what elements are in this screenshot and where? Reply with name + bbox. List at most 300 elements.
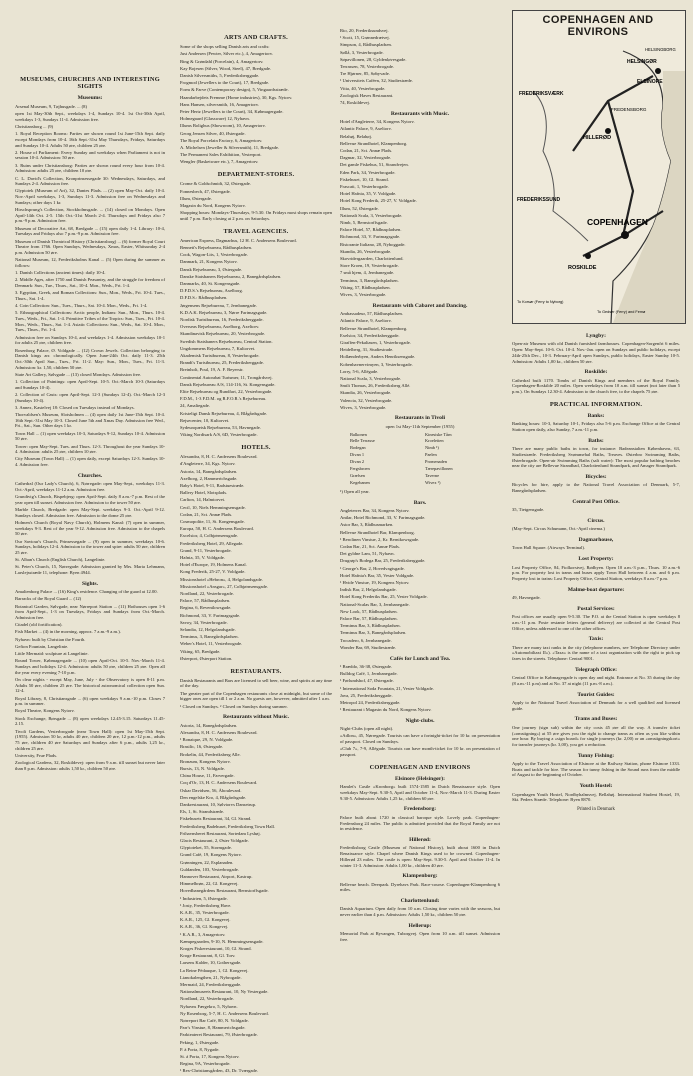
list-item: Ambassadeur, 57, Rådhuspladsen. bbox=[340, 311, 403, 317]
list-item: Terminus, 3, Banegårdspladsen. bbox=[340, 277, 399, 283]
subhead-hillerod: Hillerød: bbox=[409, 836, 431, 843]
list-item: Nordland, 22, Vesterbrogade. bbox=[180, 996, 234, 1002]
list-item: Illums Bolighus (Showroom), 10, Amagertorv. bbox=[180, 123, 266, 129]
list-item: Grand, 9-11, Vesterbrogade. bbox=[180, 547, 232, 553]
list-item: D.F.D.S.'s Rejsebureau, Axelborg. bbox=[180, 288, 243, 294]
map-elsinore-dot bbox=[655, 68, 661, 74]
list-item: Kroges Fiskerestaurant, 10, Gl. Strand. bbox=[180, 945, 252, 951]
list-item: State Art Gallery, Sølvgade ... (13) closed Mondays. Admission free. bbox=[15, 371, 142, 377]
practical-item-text: Copenhagen Youth Hostel, Nordbyhalmsvej, Bellahøj. International Student Hostel, 19, Skt. Peders Stræde. Telephone: Byen 8870. bbox=[512, 791, 680, 803]
list-item: Bellevue Strandhotel, Klampenborg. bbox=[340, 140, 408, 146]
practical-item-text: There are many public baths in town, for instance: Badeanstalten Københavns, 63, Studiestræde. Frederiksberg Svømmehal Baths, Treaves. Østerbro Swimming Baths, Østerbrogade. Open-air Swimming Baths (salt water): The most popular bathing beaches near the city are Bellevue Strandbad, Charlottenlund Strandpark, and Amager Strandpark. bbox=[512, 446, 680, 469]
map-title: COPENHAGEN AND ENVIRONS bbox=[542, 14, 654, 38]
list-item: Skandinavisk Rejsebureau, 20, Vesterbrogade. bbox=[180, 331, 266, 337]
list-item: Belle Terrasse bbox=[350, 438, 375, 444]
hotels-list bbox=[180, 454, 332, 661]
list-item: Cathedral (Our Lady's Church), 6, Nørregade: open May-Sept., weekdays 11-3. Oct.-April, weekdays 11-12 a.m. Admission free. bbox=[15, 481, 165, 492]
list-item: National Museum, 12, Frederiksholms Kanal ... (5) Open during the summer as follows: bbox=[15, 257, 165, 268]
practical-item-head: Lost Property: bbox=[578, 556, 614, 563]
list-item: open 1st May-30th Sept., weekdays 1-4, Sundays 10-4. 1st Oct-30th April, weekdays 1-3, Sundays 11-4. Admission free. bbox=[15, 111, 165, 122]
practical-item-head: Baths: bbox=[588, 437, 604, 444]
list-item: Some of the shops selling Danish arts and crafts: bbox=[180, 44, 270, 50]
list-item: ¹ Industrien, 5, Østergade. bbox=[180, 895, 228, 901]
section-title-museums: MUSEUMS, CHURCHES AND INTERESTING SIGHTS bbox=[20, 76, 160, 91]
list-item: Round Tower, Købmagergade ... (10) open April-Oct. 10-5. Nov.-March 11-4. Sundays and holidays 12-4. Admission: adults 50 øre, children 25 øre. Open all the year every evening 7-10 p.m. bbox=[15, 658, 165, 675]
tivoli-right bbox=[425, 432, 490, 487]
list-item: Gefion Fountain, Langelinie. bbox=[15, 643, 69, 649]
list-item: Lianokalengthen, 21, Nybrogade. bbox=[180, 974, 242, 980]
list-item: City Museum (Town Hall) ... (1) open daily, except Saturdays 12-3. Sundays 10-4. Admission free. bbox=[15, 456, 165, 468]
list-item: La Reine Pédauque, 1, Gl. Kongevej. bbox=[180, 967, 249, 973]
list-item: National Scala, 3, Vesterbrogade. bbox=[340, 375, 402, 381]
list-item: Fiskehusets Restaurant, 34, Gl. Strand. bbox=[180, 816, 252, 822]
list-item: Richmond, 33, V. Farimagsgade. bbox=[340, 234, 401, 240]
subhead-klampenborg: Klampenborg: bbox=[402, 873, 438, 880]
list-item: Guldanden, 103, Vesterbrogade. bbox=[180, 866, 239, 872]
list-item: American Express, Dagmarhus, 12 H. C. Andersens Boulevard. bbox=[180, 237, 297, 243]
list-item: Smilt Thomas, 26, Frederiksberg Allé. bbox=[340, 383, 411, 389]
list-item: The Permanent Sales Exhibition, Vesterport. bbox=[180, 152, 262, 158]
list-item: Barracks of the Royal Guard ... (12) bbox=[15, 596, 82, 602]
subhead-nightclubs: Night-clubs. bbox=[405, 717, 435, 724]
list-item: Kegebanen bbox=[350, 479, 370, 485]
list-item: Tower: open May-Sept. Tues. and Thurs. 12-3. Throughout the year Sundays 10-4. Admission: adults 25 øre, children 10 øre. bbox=[15, 443, 165, 455]
practical-item-text: Banking hours: 10-3, Saturday 10-1, Fridays also 5-6 p.m. Exchange Office at the Central Station open daily, also Sunday, 7 a.m.-11 p.m. bbox=[512, 421, 680, 433]
list-item: New Look, 57, Rådhuspladsen. bbox=[340, 608, 398, 614]
list-item: ¹ George's Bar, 2, Hovedvagtsgade. bbox=[340, 565, 405, 571]
cafes-list bbox=[340, 664, 500, 713]
map-label-frederikssund: FREDERIKSSUND bbox=[517, 197, 561, 203]
list-item: Bennett's Rejsebureau, Rådhuspladsen. bbox=[180, 244, 253, 250]
list-item: Danish Restaurants and Bars are licensed to sell beer, wine, and spirits at any time of the day. bbox=[180, 677, 332, 689]
subhead-bars: Bars. bbox=[413, 499, 427, 506]
list-item: 7 små hjem, 4, Jernbanegade. bbox=[340, 270, 395, 276]
map-label-helsingor: HELSINGØR bbox=[627, 59, 657, 65]
list-item: Citadel (old fortification). bbox=[15, 622, 63, 628]
list-item: ¹ Closed on Sundays. ² Closed on Sundays during summer. bbox=[180, 703, 288, 709]
list-item: Metropol 24, Frederiksberggade. bbox=[340, 699, 401, 705]
printed-note: Printed in Denmark bbox=[577, 806, 615, 812]
list-item: Atlantic Palace, 9, Axeltorv. bbox=[340, 126, 392, 132]
list-item: Elite Rejsebureau og Rundfart, 22, Vesterbrogade. bbox=[180, 389, 273, 395]
list-item: Tivoli Gardens, Vesterbrogade (near Town Hall): open 1st May-15th Sept. (1955). Admission 50 kr, adults 40 øre, children 20 øre, 12 p.m.-12 p.m., adults 75 øre, children 40 øre Saturdays and Sundays after 6 p.m., adults 1,25 kr., children 25 øre. bbox=[15, 728, 165, 751]
list-item: Swedish Statsbaners Rejsebureau, Central Station. bbox=[180, 338, 273, 344]
list-item: University, Frue Plads. bbox=[15, 752, 58, 758]
list-item: «Club 7», 7-9, Allégade. Tourists can have month-ticket for 10 kr. on presentation of passport. bbox=[340, 746, 500, 758]
list-item: Hirschsprung's Collection, Stockholmsgade. ... (14) closed on Mondays. Open April-14th Oct. 2-5. 15th Oct.-31st March 2-4. Thursdays and Fridays also 7 p.m.-9 p.m. Admission free. bbox=[15, 207, 165, 224]
list-item: Regina, 6, Reventlowsgade. bbox=[180, 605, 232, 611]
section-title-environs: COPENHAGEN AND ENVIRONS bbox=[369, 763, 471, 771]
list-item: Botanical Garden, Sølvgade, near Nørreport Station ... (11) Hothouses open 1-6 from April-Sept., 1-3 on Tuesdays, Fridays and Sundays from Oct.-March. Admission free. bbox=[15, 603, 165, 621]
map-roskilde-dot bbox=[585, 253, 591, 259]
list-item: Grand Café, 19, Kongens Nytorv. bbox=[180, 852, 242, 858]
list-item: Skandia, 26, Vesterbrogade. bbox=[340, 248, 392, 254]
list-item: Holmegaard (Glassware) 12, Nyhavn. bbox=[180, 116, 250, 122]
list-item: Selandia, 12, Helgolandsgade. bbox=[180, 627, 236, 633]
list-item: Bellevue Strandhotel, Klampenborg. bbox=[340, 325, 408, 331]
list-item: Den engelske Kro, 4, Blågårdsgade. bbox=[180, 794, 247, 800]
practical-item-text: Town Hall Square. (Airways Terminal). bbox=[512, 545, 586, 551]
list-item: Thorvaldsen's Museum, Slotsholmen ... (4) open daily 1st June-15th Sept. 10-4. 16th Sept.-31st May 10-3. Closed June 5th and Xmas Day. Admission free Wed., Fri., Sat., Sun. Other days 1 kr. bbox=[15, 412, 165, 429]
subhead-museums: Museums: bbox=[77, 95, 103, 102]
list-item: Terminus Bar, 3, Rådhuspladsen. bbox=[340, 623, 401, 629]
list-item: Alexandra, 8, H. C. Andersens Boulevard. bbox=[180, 729, 258, 735]
list-item: K.A.R., 36, Gl. Kongevej. bbox=[180, 924, 229, 930]
list-item: 24, Amaliegade. bbox=[180, 403, 210, 409]
list-item: Belahøj, Belahøj. bbox=[340, 133, 373, 139]
list-item: Rosenborg Palace, Ø. Voldgade ... (12) Crown Jewels. Collection belonging to Danish kings arr. chronologically. Open June-24th Oct. daily 11-3. 25th Oct.-30th April Sun., Tues., Fri. 11-2. May: Sun., Mon., Tues., Fri. 11-3. Admission: kr. 1,50, children 50 øre. bbox=[15, 347, 165, 370]
list-item: Els, 1, St. Strandstræde. bbox=[180, 809, 225, 815]
list-item: Valencia, 32, Vesterbrogade. bbox=[340, 397, 393, 403]
list-item: Sydeuropæisk Rejsebureau, 53, Havnegade. bbox=[180, 425, 261, 431]
list-item: Viking Nordisark A/S, 6D, Vesterbrogade. bbox=[180, 432, 258, 438]
subhead-tivoli: Restaurants in Tivoli bbox=[394, 415, 446, 422]
list-item: «Adlon», 45, Nørregade. Tourists can have a fortnight-ticket for 10 kr. on presentation of passport. Closed on Sundays. bbox=[340, 733, 500, 745]
list-item: Codan, 21, Sct. Annæ Plads. bbox=[340, 147, 393, 153]
list-item: 3. Ruins under Christiansborg: Parties are shown round every hour from 10-4. Admission: adults 25 øre, children 10 øre. bbox=[15, 162, 165, 174]
list-item: Marble Church, Bredgade: open May-Sept. weekdays 9-3. Oct.-April 9-12. Sundays closed. Admission free. Admission to the dome 25 øre. bbox=[15, 507, 165, 518]
list-item: Hans Hansen, silversmith, 16, Amagertorv. bbox=[180, 101, 260, 107]
map-label-helsingborg: HELSINGBORG bbox=[645, 47, 676, 52]
tivoli-left bbox=[350, 432, 415, 487]
practical-item-head: Tourist Guides: bbox=[577, 691, 615, 698]
map-label-fredensborg: FREDENSBORG bbox=[611, 107, 647, 112]
list-item: Nyhavns Færgekro, 5, Nyhavn. bbox=[180, 1003, 238, 1009]
map-label-copenhagen: COPENHAGEN bbox=[587, 217, 648, 227]
list-item: Baby's Hotel, 9-11, Badstuestræde. bbox=[180, 482, 245, 488]
rest-cont-list bbox=[340, 28, 500, 106]
hillerod-text: Frederiksborg Castle (Museum of National History), built about 1600 in Dutch Renaissance style. Chapel where Danish Kings used to be crowned. Copenhagen-Hillerød 23 miles. The castle is open: May-Sept. 9.30-5. April and October 11-4. In winter 11-3. Admission: Adults 1,00 kr., children 40 øre. bbox=[340, 845, 500, 868]
list-item: Astoria, 14, Banegårdspladsen. bbox=[180, 468, 238, 474]
column-museums bbox=[15, 70, 165, 773]
list-item: 2. Middle Ages, after 1750 and Danish Peasantry, and the struggle for freedom of Denmark: Sun., Tue., Thurs., Sat., 10-4. Mon., Weds., Fri. 1-4. bbox=[15, 277, 165, 288]
list-item: A. Michelsen (Jeweller & Silversmith), 11, Bredgade. bbox=[180, 145, 280, 151]
subhead-rest-without-music: Restaurants without Music. bbox=[222, 714, 290, 721]
practical-item-text: Bicycles for hire, apply to the National Travel Association of Denmark, 5-7, Banegårdspladsen. bbox=[512, 482, 680, 494]
list-item: Fiskehuset, 10, Gl. Strand. bbox=[340, 176, 389, 182]
list-item: Kay Bojesen (Silver, Wood, Steel), 47, Bredgade. bbox=[180, 65, 272, 71]
list-item: K.A.R., 35, Vesterbrogade. bbox=[180, 909, 230, 915]
list-item: Store Kroen, 19, Vesterbrogade. bbox=[340, 263, 399, 269]
subhead-cafes: Cafés for Lunch and Tea. bbox=[389, 655, 451, 662]
list-item: ¹ Scott, 15, Grønnedrætvej. bbox=[340, 35, 390, 41]
list-item: The greater part of the Copenhagen restaurants close at midnight, but some of the bigger ones are open till 1 or 2 a.m. No guests are, however, admitted after 1 a.m. bbox=[180, 690, 332, 702]
list-item: Amalienborg Palace ... (16) King's residence. Changing of the guard at 12.00. bbox=[15, 589, 158, 595]
list-item: Cook, Wagon-Lits, 1, Vesterbrogade. bbox=[180, 252, 248, 258]
list-item: Palace Hotel, 57, Rådhuspladsen. bbox=[340, 227, 402, 233]
restaurants-intro bbox=[180, 678, 332, 710]
list-item: Royal Theatre, Kongens Nytorv. bbox=[15, 708, 75, 714]
list-item: Weber's Hotel, 11, Vesterbrogade. bbox=[180, 641, 243, 647]
list-item: 1. Royal Reception Rooms: Parties are shown round 1st June-15th Sept. daily except Mondays from 10-4. 16th Sept.-31st May Thursdays, Fridays, Saturdays and Sundays 10-4. Adults 50 øre, children 25 øre. bbox=[15, 131, 165, 148]
list-item: Terminus, 3, Banegårdspladsen. bbox=[180, 634, 239, 640]
list-item: Det gamle Fiskehus, 51, Strandvejen. bbox=[340, 162, 409, 168]
map-illustration bbox=[513, 11, 685, 323]
map-label-roskilde: ROSKILDE bbox=[568, 265, 597, 271]
bars-list bbox=[340, 508, 500, 651]
list-item: Atlantic Palace, 9, Axeltorv. bbox=[340, 318, 392, 324]
section-title-hotels: HOTELS. bbox=[241, 443, 271, 451]
list-item: Form & Farve (Contemporary design), 5, Vingaardsstræde. bbox=[180, 87, 289, 93]
list-item: Hotel Kong Frederik, 25-27, V. Voldgade. bbox=[340, 198, 417, 204]
list-item: The Royal Porcelain Factory, 6, Amagertorv. bbox=[180, 137, 263, 143]
list-item: Night-Clubs (open all night). bbox=[340, 726, 394, 732]
list-item: D.F.D.S.: Rådhuspladsen. bbox=[180, 295, 228, 301]
list-item: Christiansborg ... (9) bbox=[15, 123, 54, 129]
list-item: Zoologisk Haves Restaurant. bbox=[340, 92, 394, 98]
environs-map bbox=[512, 10, 686, 324]
list-item: Hannover Restaurant, Airport, Kastrup. bbox=[180, 873, 253, 879]
list-item: Fish Market ... (4) in the morning, approx. 7 a.m.-9 a.m.). bbox=[15, 629, 121, 635]
list-item: Admission free on Sundays 10-4, and weekdays 1-4. Admission weekdays 10-1 for adults 25 øre, children free. bbox=[15, 334, 165, 346]
list-item: Peter Hertz (Jewellers to the Court), 34, Købmagergade. bbox=[180, 109, 284, 115]
list-item: C. L. David's Collection, Kronprinsessegade 30: Wednesdays, Saturdays, and Sundays 2-4. Admission free. bbox=[15, 175, 165, 187]
list-item: Europa, 50, H. C. Andersens Boulevard. bbox=[180, 526, 254, 532]
list-item: Bellevue Strandhotel Bar, Klampenborg. bbox=[340, 529, 415, 535]
list-item: Akademisk Turistbureau, 8, Vesterbrogade. bbox=[180, 353, 260, 359]
list-item: Savoy, 34, Vesterbrogade. bbox=[180, 619, 228, 625]
list-item: Fonnesbech, 47, Østergade. bbox=[180, 188, 231, 194]
list-item: Nyhavn: built by Christian the Fourth. bbox=[15, 636, 86, 642]
list-item: China House, 11, Farvergade. bbox=[180, 773, 235, 779]
list-item: Grundtvig's Church, Bispebjerg: open April-Sept. daily 8 a.m.-7 p.m. Rest of the year open till sunset. Admission free. Admission to the tower 50 øre. bbox=[15, 494, 165, 505]
map-label-hillerod: HILLERØD bbox=[583, 135, 612, 141]
list-item: Skandia, 26, Vesterbrogade. bbox=[340, 390, 392, 396]
practical-item-text: Central Office in Købmagergade is open day and night. Entrance at No. 35 during the day (8 a.m.-11 p.m) and at No. 37 at night (11 p.m.-8 a.m.). bbox=[512, 675, 680, 686]
list-item: Zoological Gardens, 32, Roskildevej: open from 9 a.m. till sunset but never later than 8 p.m. Admission: adults 1,50 kr., children 50 øre. bbox=[15, 760, 165, 771]
klampenborg-text: Bellevue beach. Deerpark. Dyrehavs Park. Race-course. Copenhagen-Klampenborg 6 miles. bbox=[340, 881, 500, 893]
hellerup-text: Memorial Park at Ryvangen, Tuborgvej. Open from 10 a.m. till sunset. Admission free. bbox=[340, 931, 500, 942]
practical-item-text: Apply to the Travel Association of Elsinore at the Railway Station, phone Elsinore 1333. Boats and tackle for hire. The season for tunny fishing in the Sound runs from the middle of August to the beginning of October. bbox=[512, 761, 680, 778]
list-item: Java, 25, Frederiksberggade. bbox=[340, 692, 393, 698]
list-item: Drugrøp's Bodega Bar, 25, Frederiksberggade. bbox=[340, 558, 426, 564]
list-item: Axelborg, 2, Hammerichsgade. bbox=[180, 475, 238, 481]
tivoli-note: ¹) Open all year. bbox=[340, 488, 370, 494]
map-label-gedser: To Gedser (Ferry) and Femø bbox=[597, 310, 646, 314]
list-item: Taverne bbox=[425, 473, 440, 479]
list-item: P. à Porta, 8, Nygade. bbox=[180, 1046, 220, 1052]
map-label-korsor: To Korsør (Ferry to Nyborg) bbox=[517, 300, 564, 304]
list-item: Bing & Grøndahl (Porcelain), 4, Amagertorv. bbox=[180, 58, 264, 64]
list-item: Danish Silversmiths, 5, Frederiksberggade. bbox=[180, 73, 260, 79]
list-item: Terminus Bar, 3, Banegårdspladsen. bbox=[340, 630, 407, 636]
elsinore-text: Hamlet's Castle «Kronborg» built 1574-1585 in Dutch Renaissance style. Open weekdays May-Sept. 9.30-5, April and October 11-4, Nov.-March 11-3. During Easter 9.30-5. Admission: Adults 1,25 kr., children 60 øre. bbox=[340, 784, 500, 801]
list-item: Codan Bar, 21, Sct. Annæ Plads. bbox=[340, 543, 400, 549]
map-label-frederiksvaerk: FREDERIKSVÆRK bbox=[519, 91, 564, 97]
list-item: Kobenhavnervimyen, 3, Vesterbrogade. bbox=[340, 361, 413, 367]
list-item: Østerport, Østerport Station. bbox=[180, 655, 233, 661]
list-item: Terrassen, 78, Vesterbrogade. bbox=[340, 64, 395, 70]
practical-item-text: Apply to the National Travel Association of Denmark for a well qualified and licensed guide. bbox=[512, 699, 680, 711]
list-item: Trocadero, 6, Jernbanegade. bbox=[340, 637, 392, 643]
list-item: Ristorante Italiano, 28, Nyboggade. bbox=[340, 241, 406, 247]
list-item: Breinholt, Poul, 19, A. F. Beyerstr. bbox=[180, 367, 244, 373]
list-item: Illum, 52, Østergade. bbox=[340, 205, 379, 211]
list-item: Brandt's Turistbureau, 25, Frederiksberggade. bbox=[180, 360, 264, 366]
list-item: 4. Coin Collection: Sun., Tues., Thurs., Sat. 10-4. Mon., Weds., Fri. 1-4. bbox=[15, 303, 148, 309]
list-item: Coq d'Or, 13, H. C. Andersens Boulevard. bbox=[180, 780, 258, 786]
practical-item-text: Post offices are usually open 9-5.30. The P.O. at the Central Station is open weekdays 8 a.m.-11 p.m. Poste restante letters (general delivery) are collected at the Central Post Office, unless addressed to one of the other offices. bbox=[512, 614, 680, 631]
section-title-travel: TRAVEL AGENCIES. bbox=[223, 227, 289, 235]
list-item: Tærepavillonen bbox=[425, 466, 453, 472]
list-item: Søllå, 3, Vesterbrogade. bbox=[340, 49, 384, 55]
list-item: d'Angleterre, 34, Kgs. Nytorv. bbox=[180, 461, 236, 467]
list-item: Carlton, 14, Halmtorvet. bbox=[180, 497, 226, 503]
practical-item-text: Lost Property Office, 84, Fiolkorstvej, Rødbyen. Open 10 a.m.-3 p.m., Thurs. 10 a.m.-6 p.m. For property lost in trams and buses apply Town Hall between 4 a.m. and 6 p.m. Property lost in trains: Lost Property Office, Central Station, weekdays 8 a.m.-7 p.m. bbox=[512, 564, 680, 581]
list-item: Divan 2 bbox=[350, 459, 365, 465]
list-item: Nimb, 5, Bernstorffsgade. bbox=[340, 219, 388, 225]
list-item: Excelsior, 4, Colbjørnsensgade. bbox=[180, 533, 239, 539]
list-item: Missionshotel «Hebron», 4, Helgolandsgade. bbox=[180, 576, 263, 582]
list-item: Wivex, 3, Vesterbrogade. bbox=[340, 404, 387, 410]
list-item: ¹ K.A.R., 3, Amagertorv. bbox=[180, 931, 226, 937]
section-title-arts: ARTS AND CRAFTS. bbox=[224, 34, 288, 41]
tivoli-subtitle: open 1st May-11th September (1955) bbox=[385, 423, 455, 429]
list-item: ¹ Rex-Christiansgården, 43, Dr. Tværgade. bbox=[180, 1068, 259, 1074]
column-practical bbox=[512, 328, 680, 814]
list-item: Cosmopolite, 11, St. Kongensgade. bbox=[180, 519, 245, 524]
list-item: Astor Bar, 3, Rådhusmarken. bbox=[340, 522, 394, 528]
list-item: Haandarbejdets Fremme (Home industries), 30, Kgs. Nytorv. bbox=[180, 94, 293, 100]
list-item: Angleterres Bar, 34, Kongens Nytorv. bbox=[340, 507, 410, 513]
list-item: Ny Rosenborg, 5-7, H. C. Andersens Boulevard. bbox=[180, 1010, 269, 1016]
list-item: Kong Frederik, 25-27, V. Voldgade. bbox=[180, 569, 246, 575]
list-item: Overseas Rejsebureau, Axelborg, Axeltorv. bbox=[180, 324, 260, 330]
practical-item-text: 49, Havnegade. bbox=[512, 595, 541, 601]
map-road-1 bbox=[608, 101, 633, 236]
practical-item-text: One journey (sign sub) within the city costs 45 øre all the way. A transfer ticket («omstigning») at 55 øre gives you the right to change trams as often as you like within one hour. By buying a «sign board» for single journeys (kr. 2,00) or an «omstigningskort» for transfer journeys (kr. 3,00), you get a reduction. bbox=[512, 724, 680, 747]
list-item: Cecil, 10, Niels Hemmingsensgade. bbox=[180, 504, 246, 510]
list-item: Promenaden bbox=[425, 459, 447, 465]
map-copenhagen-dot bbox=[621, 231, 629, 239]
list-item: Hovedbanegårdens Restaurant, Bernstorffsgade. bbox=[180, 888, 269, 894]
list-item: Brokelin, 44, Frederiksberg Alle. bbox=[180, 751, 241, 757]
list-item: K.D.A.K. Rejsebureau, 3, Nørre Farimagsgade. bbox=[180, 309, 268, 315]
subhead-charlottenlund: Charlottenlund: bbox=[400, 898, 440, 905]
list-item: 74, Roskildevej. bbox=[340, 100, 370, 106]
list-item: F.D.M., 1-3 F.D.M. og R.F.O.R.'s Rejsebureau. bbox=[180, 396, 267, 402]
list-item: Regina, 9A, Vesterbrogade. bbox=[180, 1061, 231, 1067]
list-item: Heidelberg, 31, Studiestrade. bbox=[340, 347, 394, 353]
list-item: Simpson, 4, Rådhuspladsen. bbox=[340, 42, 392, 48]
list-item: ¹ Josty, Frederiksberg Have. bbox=[180, 902, 232, 908]
list-item: Just Andersen (Pewter, Silver etc.), 4, Amagertorv. bbox=[180, 51, 274, 57]
list-item: Frederiksberg Badehuset, Frederiksberg Town Hall. bbox=[180, 823, 276, 829]
list-item: Astoria, 14, Banegårdspladsen. bbox=[180, 722, 238, 728]
list-item: Illum, Østergade. bbox=[180, 195, 212, 201]
list-item: Alexandra, 8, H. C. Andersens Boulevard. bbox=[180, 454, 258, 460]
list-item: Hollænderbyen, Anders Henriksensgade. bbox=[340, 354, 416, 360]
list-item: Frederiksberg Hotel, 29, Allegade. bbox=[180, 540, 244, 546]
practical-item-head: Postal Services: bbox=[577, 605, 615, 612]
list-item: Parkteateret Restaurant, 79, Østerbrogade. bbox=[180, 1032, 258, 1038]
list-item: Dansk Rejsebureau A/S, 114-116, St. Kongensgade. bbox=[180, 381, 276, 387]
list-item: ¹ Bræddo, 36-38, Østergade. bbox=[340, 663, 393, 669]
list-item: 1. Collection of Paintings: open April-Sept. 10-5. Oct.-March 10-3 (Saturdays and Sundays 10-4). bbox=[15, 379, 165, 390]
list-item: Museum of Decorative Art, 68, Bredgade ... (15) open daily 1-4. Library: 10-4, Tuesdays and Fridays also 7 p.m.-9 p.m. Admission free. bbox=[15, 225, 165, 237]
map-label-elsinore: ELSINORE bbox=[637, 79, 663, 85]
list-item: Kæmpegaarden, 9-10, N. Hemmingsensgade. bbox=[180, 938, 264, 944]
map-fjord bbox=[533, 91, 588, 241]
list-item: Hotel d'Europe, 19, Holmens Kanal. bbox=[180, 562, 247, 568]
list-item: Nimb ¹) bbox=[425, 445, 439, 451]
list-item: Nørreport Bar Café, 80, N. Voldgade. bbox=[180, 1018, 249, 1024]
list-item: Antlar, Hotel Richmond, 33, V. Farimagsgade. bbox=[340, 515, 426, 521]
museums-list bbox=[15, 104, 165, 468]
list-item: Viking, 57, Rådhuspladsen. bbox=[340, 284, 391, 290]
list-item: Brasilic, 16, Østergade. bbox=[180, 744, 224, 750]
travel-list bbox=[180, 238, 332, 438]
list-item: Divan 1 bbox=[350, 452, 365, 458]
list-item: Vitta, 40, Vesterbrogade. bbox=[340, 85, 386, 91]
night-list bbox=[340, 726, 500, 758]
practical-item-head: Malmø-boat departure: bbox=[567, 586, 625, 593]
practical-item-head: Central Post Office. bbox=[572, 498, 620, 505]
subhead-rest-music: Restaurants with Music. bbox=[390, 110, 450, 117]
tivoli-table bbox=[350, 432, 490, 487]
list-item: Wengler (Basketware etc.), 7, Amagertorv. bbox=[180, 159, 259, 165]
list-item: Balkonen bbox=[350, 431, 367, 437]
list-item: ¹ Bonaique, 29, N. Voldgade. bbox=[180, 737, 234, 743]
list-item: Crome & Goldschmidt, 32, Østergade. bbox=[180, 181, 251, 187]
list-item: Hotel Hafnia's Bar, 35, Vester Voldgade. bbox=[340, 572, 415, 578]
column-restaurants-environs bbox=[340, 28, 500, 944]
subhead-elsinore: Elsinore (Helsingør): bbox=[394, 775, 446, 782]
list-item: Dankrestaurant, 10, Sølvtorvs Dansetrup. bbox=[180, 801, 257, 807]
practical-item-text: There are many taxi ranks in the city (telephone numbers, see Telephone Directory under «Automobiltaxi II»). «Taxa» is the name of a taxi organization with the right to pick up fares in the streets. Telephone: Central 9001. bbox=[512, 644, 680, 662]
list-item: Arsenal Museum, 9, Tøjhusgade. ... (8) bbox=[15, 103, 87, 109]
subhead-lyngby: Lyngby: bbox=[586, 333, 606, 339]
list-item: Hotel Kong Frederiks Bar, 25, Vester Voldgade. bbox=[340, 594, 428, 600]
list-item: Græfsen bbox=[350, 473, 365, 479]
list-item: 1. Danish Collections (ancient times): daily 10-4. bbox=[15, 270, 106, 276]
practical-item-head: Trams and Buses: bbox=[574, 716, 618, 723]
list-item: ¹ Førlundshof, 47, Østergade. bbox=[340, 678, 394, 684]
list-item: K.A.R., 125, Gl. Kongevej. bbox=[180, 917, 231, 923]
subhead-churches: Churches. bbox=[77, 472, 103, 479]
list-item: Rio, 20, Frederiksundsvej. bbox=[340, 28, 389, 33]
list-item: Dansk Rejsebureau, 3, Østergade. bbox=[180, 266, 243, 272]
practical-item-head: Bicycles: bbox=[585, 473, 607, 480]
list-item: Danske Statsbaners Rejsebureau, 2, Banegårdspladsen. bbox=[180, 273, 282, 279]
list-item: Our Saviour's Church, Prinsessegade ... (9) open in summer, weekdays 10-6. Sundays, holidays 12-4. Admission to the tower and spire: adults 50 øre, children 25 øre. bbox=[15, 538, 165, 556]
list-item: St. Peter's Church, 15, Nørregade: Admission granted by Mrs. Maria Lehmann, Larslejsstræde 11, telephone: Byen 4944. bbox=[15, 564, 165, 576]
section-title-practical: PRACTICAL INFORMATION. bbox=[549, 400, 643, 408]
list-item: Paelen bbox=[425, 452, 437, 458]
list-item: Codan, 21, Sct. Annæ Plads. bbox=[180, 511, 233, 517]
practical-item-head: Dagmarhouse, bbox=[578, 537, 614, 543]
section-title-dept: DEPARTMENT-STORES. bbox=[217, 171, 295, 179]
list-item: Shopping hours: Mondays-Thursdays, 9-5.30. On Fridays most shops remain open until 7 p.m. Early closing at 2 p.m. on Saturdays. bbox=[180, 210, 332, 221]
list-item: Nordisk Turistbureau, 16, Frederiksberggade. bbox=[180, 317, 264, 323]
list-item: Indisk Bar, 2, Helgolandsgade. bbox=[340, 587, 397, 593]
list-item: 2. Collection of Casts: open April-Sept. 12-3 (Sundays 12-4). Oct.-March 12-3 (Sundays 10-4). bbox=[15, 391, 165, 403]
list-item: Bursis, 13, N. Voldgade. bbox=[180, 765, 225, 771]
list-item: Ballery Hotel, Slotsplads. bbox=[180, 490, 228, 496]
practical-item-head: Banks: bbox=[587, 412, 605, 419]
roskilde-text: Cathedral built 1170. Tombs of Danish Kings and members of the Royal Family. Copenhagen-Roskilde 20 miles. Open weekdays from 10 a.m. till sunset (not later than 5 p.m.). On Sundays 12.30-4. Admission to the church free, to the chapels 75 øre. bbox=[512, 377, 680, 395]
list-item: Royal Library, 8, Christiansgade ... (6) open weekdays 9 a.m.-10 p.m. Closes 7 p.m. in summer. bbox=[15, 695, 165, 707]
list-item: Skovridergaarden, Charlottenlund. bbox=[340, 256, 404, 261]
list-item: Søpavillonen, 28, Gyldenløvesgade. bbox=[340, 56, 407, 62]
map-hillerod-dot bbox=[605, 128, 611, 134]
list-item: Grønningen, 22, Esplanaden. bbox=[180, 859, 234, 865]
subhead-hellerup: Hellerup: bbox=[408, 922, 432, 929]
list-item: Town Hall ... (1) open weekdays 10-3, Saturdays 9-12, Sundays 10-4. Admission 50 øre. bbox=[15, 430, 165, 442]
list-item: Bronzum, Kongens Nytorv. bbox=[180, 758, 231, 764]
list-item: Jørgensens Rejsebureau, 7, Jernbanegade. bbox=[180, 302, 257, 308]
lyngby-text: Open-air Museum with old Danish furnished farmhouses. Copenhagen-Sorgenfri 6 miles. Open: May-Sept. 10-6. Oct. 10-4. Nov.-Jan. open on Sundays and public holidays, except 24th-25th Dec., 10-3. February-April open Sundays, public holidays, Easter Sunday 10-5. Admission: Adults 1,00 kr., children 50 øre. bbox=[512, 341, 680, 364]
